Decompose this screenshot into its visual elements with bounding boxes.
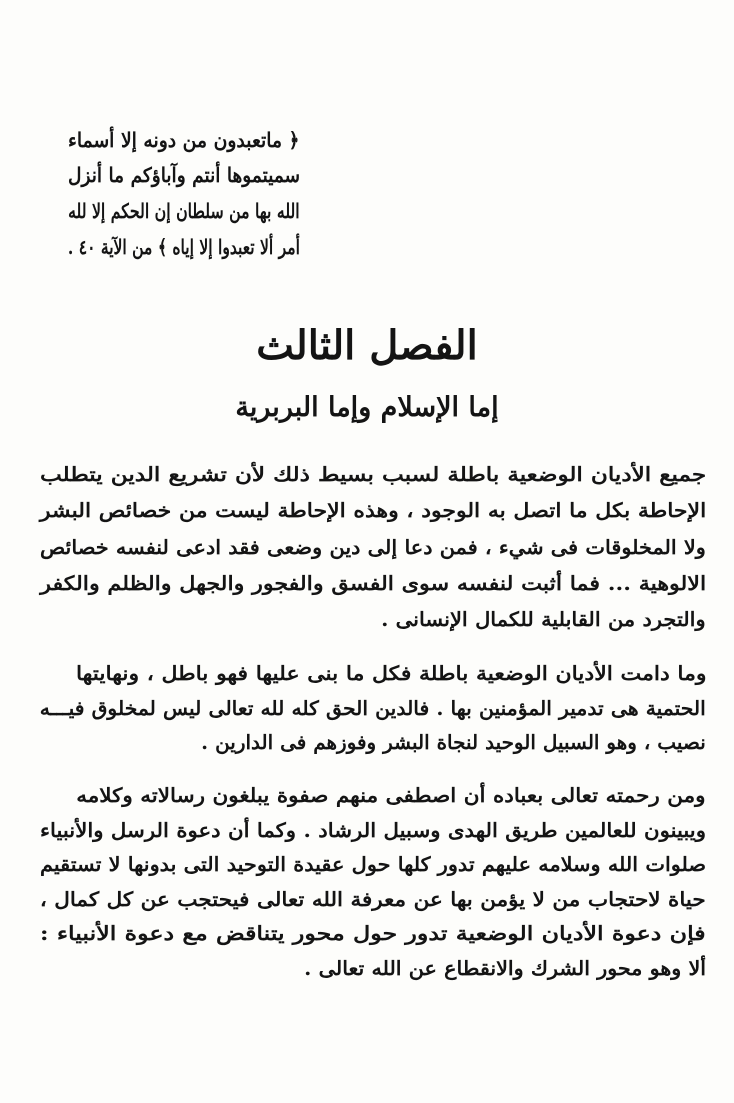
text-line: فإن دعوة الأديان الوضعية تدور حول محور يتناقض مع دعوة الأنبياء : [40, 922, 706, 945]
text-line: ومن رحمته تعالى بعباده أن اصطفى منهم صفوة يبلغون رسالاته وكلامه [76, 784, 706, 807]
text-line: ولا المخلوقات فى شيء ، فمن دعا إلى دين وضعى فقد ادعى لنفسه خصائص [40, 536, 706, 559]
text-line: ألا وهو محور الشرك والانقطاع عن الله تعالى . [304, 957, 706, 980]
verse-line: ﴿ ماتعبدون من دونه إلا أسماء [68, 128, 300, 152]
verse-line: الله بها من سلطان إن الحكم إلا لله [68, 199, 300, 223]
text-line: حياة لاحتجاب من لا يؤمن بها عن معرفة الله تعالى فيحتجب عن كل كمال ، [40, 888, 706, 911]
text-line: جميع الأديان الوضعية باطلة لسبب بسيط ذلك لأن تشريع الدين يتطلب [39, 463, 706, 486]
text-line: وما دامت الأديان الوضعية باطلة فكل ما بنى عليها فهو باطل ، ونهايتها [75, 662, 706, 685]
text-line: الحتمية هى تدمير المؤمنين بها . فالدين الحق كله لله تعالى ليس لمخلوق فيـــه [39, 697, 706, 720]
text-line: والتجرد من القابلية للكمال الإنسانى . [381, 608, 706, 631]
verse-line: أمر ألا تعبدوا إلا إياه ﴾ من الآية ٤٠ . [67, 235, 300, 259]
text-line: صلوات الله وسلامه عليهم تدور كلها حول عقيدة التوحيد التى بدونها لا تستقيم [39, 853, 706, 876]
chapter-title: الفصل الثالث [256, 322, 478, 369]
text-line: الإحاطة بكل ما اتصل به الوجود ، وهذه الإحاطة ليست من خصائص البشر [39, 499, 706, 522]
text-line: ويبينون للعالمين طريق الهدى وسبيل الرشاد . وكما أن دعوة الرسل والأنبياء [40, 819, 706, 842]
verse-line: سميتموها أنتم وآباؤكم ما أنزل [67, 163, 300, 187]
text-line: الالوهية ... فما أثبت لنفسه سوى الفسق والفجور والجهل والظلم والكفر [40, 572, 706, 595]
text-line: نصيب ، وهو السبيل الوحيد لنجاة البشر وفوزهم فى الدارين . [201, 731, 706, 754]
chapter-subtitle: إما الإسلام وإما البربرية [235, 392, 499, 423]
